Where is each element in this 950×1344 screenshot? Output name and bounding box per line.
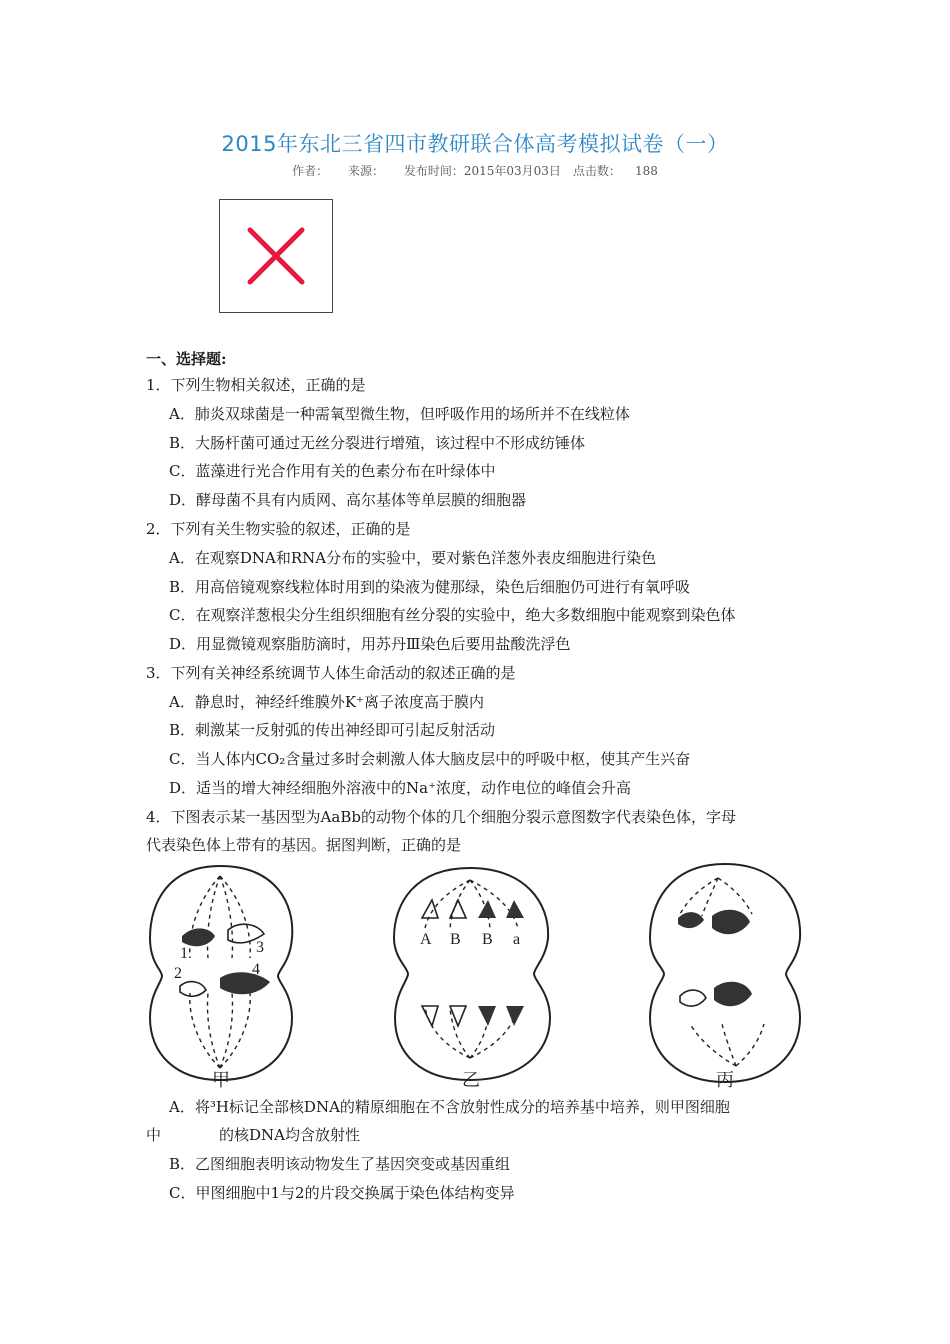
cell-jia [150,866,292,1080]
label-yi-B2: B [482,931,493,948]
cell-label-bing: 丙 [716,1070,734,1090]
question-4-option-a: A．将³H标记全部核DNA的精原细胞在不含放射性成分的培养基中培养，则甲图细胞 [169,1098,730,1116]
question-4-stem-line-2: 代表染色体上带有的基因。据图判断，正确的是 [146,836,462,854]
label-jia-1: 1 [180,945,188,962]
cell-division-figure [140,858,810,1090]
question-2-option-d: D．用显微镜观察脂肪滴时，用苏丹Ⅲ染色后要用盐酸洗浮色 [169,635,571,653]
question-2-option-c: C．在观察洋葱根尖分生组织细胞有丝分裂的实验中，绝大多数细胞中能观察到染色体 [169,606,736,624]
clicks-count: 188 [634,164,658,178]
cell-bing [650,864,800,1082]
question-1-option-c: C．蓝藻进行光合作用有关的色素分布在叶绿体中 [169,462,496,480]
question-1-option-d: D．酵母菌不具有内质网、高尔基体等单层膜的细胞器 [169,491,527,509]
question-3-option-a: A．静息时，神经纤维膜外K⁺离子浓度高于膜内 [169,693,484,711]
label-jia-4: 4 [252,961,260,978]
question-4-option-b: B．乙图细胞表明该动物发生了基因突变或基因重组 [169,1155,511,1173]
broken-image-icon [246,226,306,286]
label-jia-3: 3 [256,939,264,956]
cell-bing-chromosomes [678,910,752,1007]
publish-time: 发布时间：2015年03月03日 [403,164,561,178]
question-4-option-a-cont-prefix: 中 [146,1126,162,1144]
question-2-option-a: A．在观察DNA和RNA分布的实验中，要对紫色洋葱外表皮细胞进行染色 [169,549,657,567]
article-meta [0,162,950,179]
cell-label-yi: 乙 [462,1070,480,1090]
label-yi-B1: B [450,931,461,948]
author-label: 作者： [292,164,329,178]
question-1-stem: 1．下列生物相关叙述，正确的是 [146,376,366,394]
question-2-stem: 2．下列有关生物实验的叙述，正确的是 [146,520,411,538]
question-1-option-a: A．肺炎双球菌是一种需氧型微生物，但呼吸作用的场所并不在线粒体 [169,405,630,423]
label-yi-a: a [513,931,521,948]
question-1-option-b: B．大肠杆菌可通过无丝分裂进行增殖，该过程中不形成纺锤体 [169,434,586,452]
broken-image-placeholder [219,199,333,313]
question-3-option-c: C．当人体内CO₂含量过多时会刺激人体大脑皮层中的呼吸中枢，使其产生兴奋 [169,750,691,768]
cell-yi-chromosomes [422,900,524,1026]
question-2-option-b: B．用高倍镜观察线粒体时用到的染液为健那绿，染色后细胞仍可进行有氧呼吸 [169,578,691,596]
question-3-stem: 3．下列有关神经系统调节人体生命活动的叙述正确的是 [146,664,516,682]
question-4-stem-line-1: 4．下图表示某一基因型为AaBb的动物个体的几个细胞分裂示意图数字代表染色体，字母 [146,808,736,826]
label-jia-2: 2 [174,965,182,982]
question-3-option-d: D．适当的增大神经细胞外溶液中的Na⁺浓度，动作电位的峰值会升高 [169,779,632,797]
question-4-option-a-cont-text: 的核DNA均含放射性 [219,1126,361,1144]
section-title: 一、选择题: [146,350,227,368]
question-3-option-b: B．刺激某一反射弧的传出神经即可引起反射活动 [169,721,496,739]
cell-label-jia: 甲 [212,1070,230,1090]
cell-yi [394,868,550,1080]
question-4-option-c: C．甲图细胞中1与2的片段交换属于染色体结构变异 [169,1184,515,1202]
source-label: 来源： [347,164,384,178]
label-yi-A: A [420,931,432,948]
question-4-option-a-cont [146,1125,360,1145]
clicks-label: 点击数： [572,164,621,178]
page-title: 2015年东北三省四市教研联合体高考模拟试卷（一） [221,132,729,156]
